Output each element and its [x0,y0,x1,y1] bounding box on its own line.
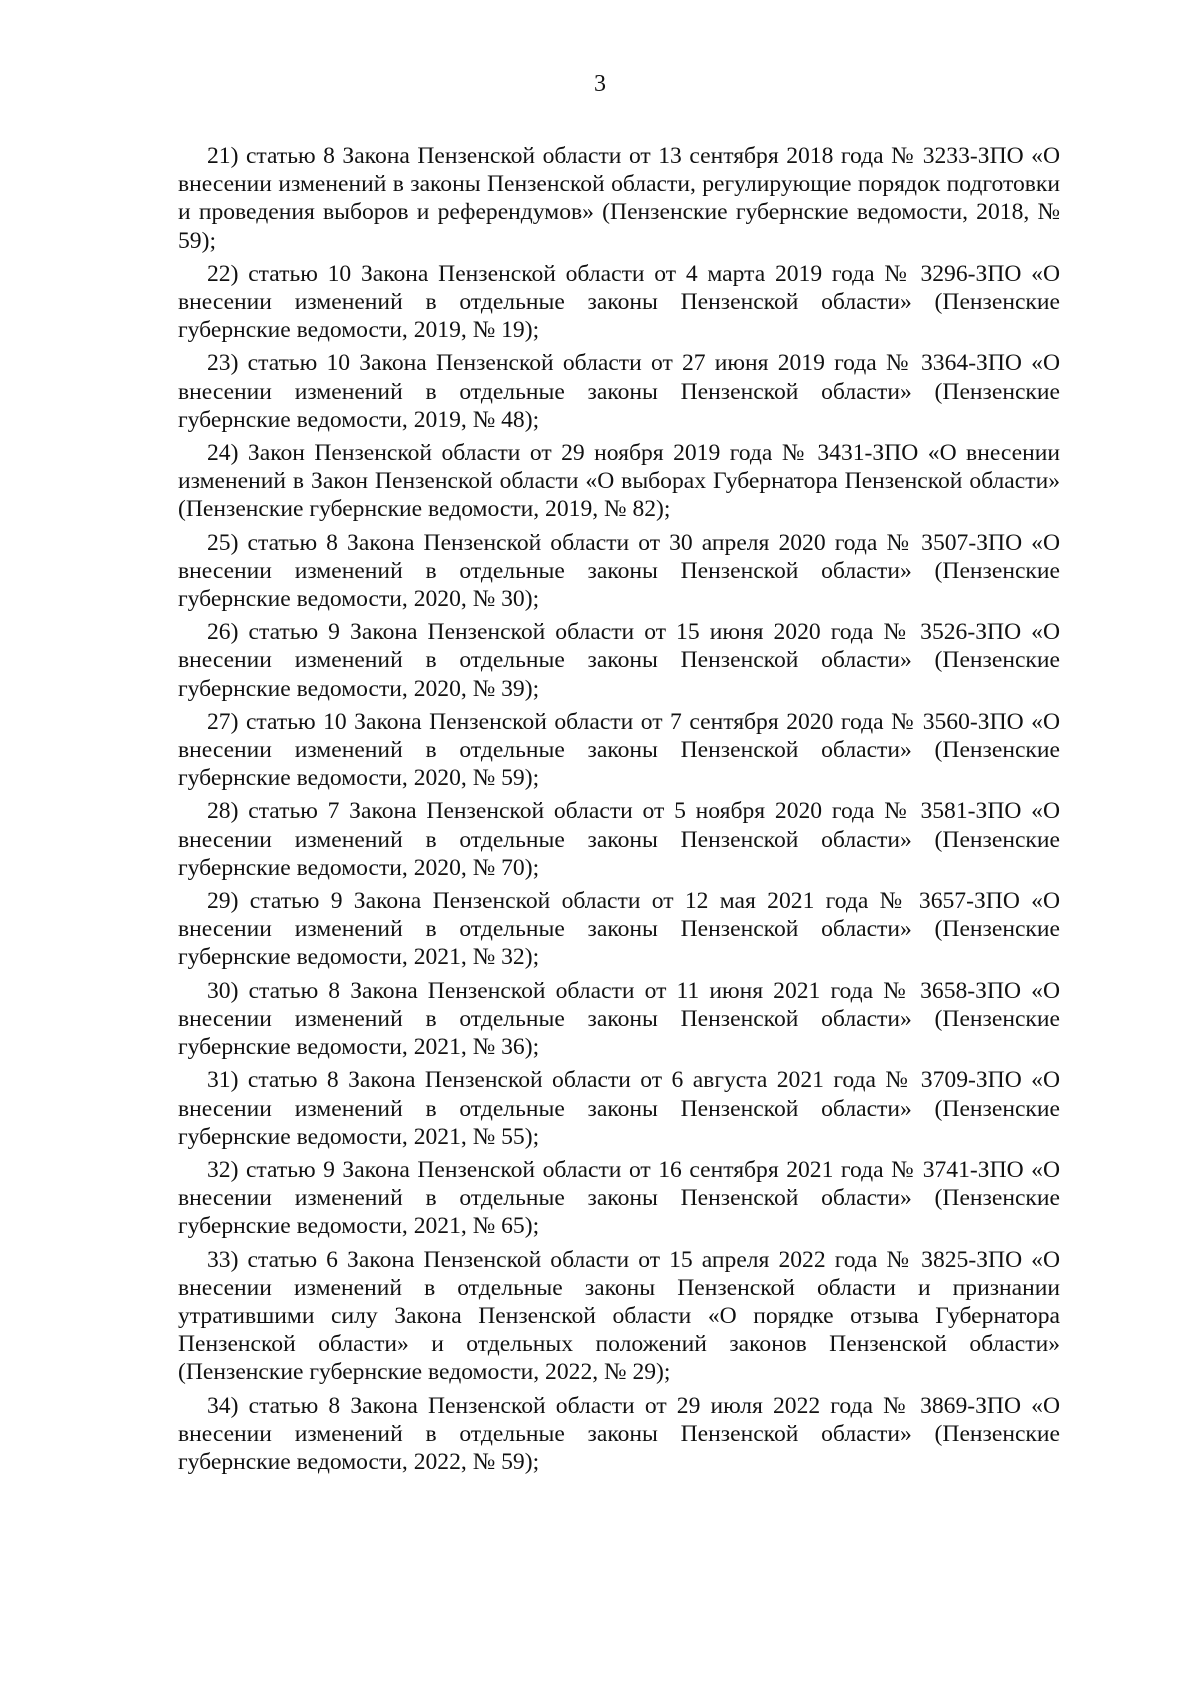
list-item-24: 24) Закон Пензенской области от 29 ноября 2019 года № 3431-ЗПО «О внесении изменений в Закон Пензенской области «О выборах Губернатора Пензенской области» (Пензенские губернские ведомости, 2019, № 82); [178,440,1060,523]
list-item-31: 31) статью 8 Закона Пензенской области от 6 августа 2021 года № 3709-ЗПО «О внесении изменений в отдельные законы Пензенской области» (Пензенские губернские ведомости, 2021, № 55); [178,1067,1060,1150]
list-item-30: 30) статью 8 Закона Пензенской области от 11 июня 2021 года № 3658-ЗПО «О внесении изменений в отдельные законы Пензенской области» (Пензенские губернские ведомости, 2021, № 36); [178,977,1060,1061]
list-item-23: 23) статью 10 Закона Пензенской области от 27 июня 2019 года № 3364-ЗПО «О внесении изменений в отдельные законы Пензенской области» (Пензенские губернские ведомости, 2019, № 48); [178,350,1060,433]
list-item-22: 22) статью 10 Закона Пензенской области от 4 марта 2019 года № 3296-ЗПО «О внесении изменений в отдельные законы Пензенской области» (Пензенские губернские ведомости, 2019, № 19); [178,260,1060,344]
list-item-27: 27) статью 10 Закона Пензенской области от 7 сентября 2020 года № 3560-ЗПО «О внесении изменений в отдельные законы Пензенской области» (Пензенские губернские ведомости, 2020, № 59); [178,708,1060,792]
list-item-29: 29) статью 9 Закона Пензенской области от 12 мая 2021 года № 3657-ЗПО «О внесении изменений в отдельные законы Пензенской области» (Пензенские губернские ведомости, 2021, № 32); [178,888,1060,971]
list-item-25: 25) статью 8 Закона Пензенской области от 30 апреля 2020 года № 3507-ЗПО «О внесении изменений в отдельные законы Пензенской области» (Пензенские губернские ведомости, 2020, № 30); [178,529,1060,613]
list-item-28: 28) статью 7 Закона Пензенской области от 5 ноября 2020 года № 3581-ЗПО «О внесении изменений в отдельные законы Пензенской области» (Пензенские губернские ведомости, 2020, № 70); [178,798,1060,881]
list-item-34: 34) статью 8 Закона Пензенской области от 29 июля 2022 года № 3869-ЗПО «О внесении изменений в отдельные законы Пензенской области» (Пензенские губернские ведомости, 2022, № 59); [178,1392,1060,1475]
list-item-26: 26) статью 9 Закона Пензенской области от 15 июня 2020 года № 3526-ЗПО «О внесении изменений в отдельные законы Пензенской области» (Пензенские губернские ведомости, 2020, № 39); [178,619,1060,702]
page-number: 3 [594,71,606,97]
list-item-21: 21) статью 8 Закона Пензенской области от 13 сентября 2018 года № 3233-ЗПО «О внесении изменений в законы Пензенской области, регулирующие порядок подготовки и проведения выборов и референдумов» (Пензенские губернские ведомости, 2018, № 59); [178,143,1060,254]
list-item-32: 32) статью 9 Закона Пензенской области от 16 сентября 2021 года № 3741-ЗПО «О внесении изменений в отдельные законы Пензенской области» (Пензенские губернские ведомости, 2021, № 65); [178,1156,1060,1240]
document-body [178,142,1060,1481]
list-item-33: 33) статью 6 Закона Пензенской области от 15 апреля 2022 года № 3825-ЗПО «О внесении изменений в отдельные законы Пензенской области и признании утратившими силу Закона Пензенской области «О порядке отзыва Губернатора Пензенской области» и отдельных положений законов Пензенской области» (Пензенские губернские ведомости, 2022, № 29); [178,1246,1060,1386]
